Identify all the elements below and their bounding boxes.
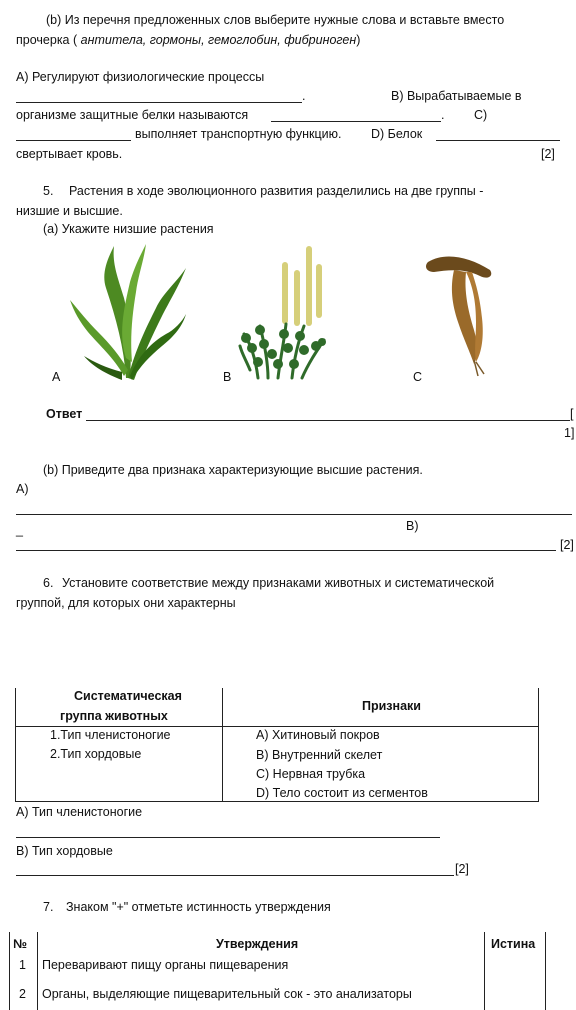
q4b-b-text: В) Вырабатываемые в [391, 89, 522, 103]
q4b-prompt: (b) Из перечня предложенных слов выберите нужные слова и вставьте вместо [46, 13, 505, 27]
brown-algae-image [424, 248, 498, 378]
q6-table-divider [222, 688, 223, 802]
q7-table-divider-2 [484, 932, 485, 1010]
answer-blank-c[interactable] [16, 140, 131, 141]
q4b-b2-text: организме защитные белки называются [16, 108, 249, 122]
q4b-prompt-line2: прочерка ( антитела, гормоны, гемоглобин, фибриноген) [16, 33, 361, 47]
plant-label-c: C [413, 370, 423, 384]
q5b-underscore: _ [16, 523, 23, 537]
q4b-d2-text: свертывает кровь. [16, 147, 123, 161]
q5-text1: Растения в ходе эволюционного развития разделились на две группы - [69, 184, 484, 198]
answer-blank-a[interactable] [16, 102, 302, 103]
answer-label: Ответ [46, 407, 83, 421]
q7-table-divider-1 [37, 932, 38, 1010]
q6-group-2: 2.Тип хордовые [50, 747, 142, 761]
q6-group-1: 1.Тип членистоногие [50, 728, 171, 742]
q5b-ans-a-label: А) [16, 482, 29, 496]
q7-row1-text: Переваривают пищу органы пищеварения [42, 958, 289, 972]
answer-blank-b[interactable] [271, 121, 441, 122]
q6-col1-header-l1: Систематическая [74, 689, 182, 703]
q5-number: 5. [43, 184, 54, 198]
answer-blank-5b-a[interactable] [16, 514, 572, 515]
q5-marks-close: 1] [564, 426, 575, 440]
q5b-marks: [2] [560, 538, 574, 552]
q6-table-border-left2 [15, 726, 16, 802]
q5-text2: низшие и высшие. [16, 204, 123, 218]
q5-part-a: (а) Укажите низшие растения [43, 222, 214, 236]
q7-row2-text: Органы, выделяющие пищеварительный сок - это анализаторы [42, 987, 412, 1001]
q7-row1-truth-cell[interactable] [486, 955, 544, 981]
answer-blank-6b[interactable] [16, 875, 454, 876]
q6-trait-b: В) Внутренний скелет [256, 748, 383, 762]
q4b-a-end: . [302, 89, 306, 103]
q6-marks: [2] [455, 862, 469, 876]
q7-col-truth: Истина [491, 937, 536, 951]
answer-blank-d[interactable] [436, 140, 560, 141]
green-algae-image [66, 238, 192, 384]
q6-ans-a-label: А) Тип членистоногие [16, 805, 143, 819]
q6-table-border-left [15, 688, 16, 726]
word-list: антитела, гормоны, гемоглобин, фибриноген [77, 33, 357, 47]
q6-ans-b-label: В) Тип хордовые [16, 844, 113, 858]
moss-image [238, 242, 330, 382]
q7-table-border-right [545, 932, 546, 1010]
q6-text2: группой, для которых они характерны [16, 596, 236, 610]
q7-row2-truth-cell[interactable] [486, 984, 544, 1010]
q6-text1: Установите соответствие между признаками животных и систематической [62, 576, 495, 590]
plant-label-b: B [223, 370, 232, 384]
q7-table-border-left [9, 932, 10, 1010]
q4b-d-label: D) Белок [371, 127, 423, 141]
q7-col-no: № [13, 937, 27, 951]
q6-col1-header-l2: группа животных [60, 709, 168, 723]
q5b-ans-b-label: В) [406, 519, 419, 533]
plant-label-a: A [52, 370, 61, 384]
q6-trait-d: D) Тело состоит из сегментов [256, 786, 428, 800]
q6-table-header-line [15, 726, 539, 727]
q4b-marks: [2] [541, 147, 555, 161]
answer-blank-6a[interactable] [16, 837, 440, 838]
q6-col2-header: Признаки [362, 699, 421, 713]
q7-col-statements: Утверждения [216, 937, 299, 951]
q7-text: Знаком "+" отметьте истинность утверждения [66, 900, 331, 914]
q7-row1-no: 1 [19, 958, 26, 972]
q4b-a-text: А) Регулируют физиологические процессы [16, 70, 265, 84]
q4b-b2-end: . [441, 108, 445, 122]
q6-trait-c: С) Нервная трубка [256, 767, 366, 781]
answer-blank-5b-b[interactable] [16, 550, 556, 551]
q6-table-bottom [15, 801, 539, 802]
q6-table-border-right [538, 688, 539, 802]
answer-blank-5a[interactable] [86, 420, 570, 421]
q4b-c-label: С) [474, 108, 488, 122]
q5-part-b: (b) Приведите два признака характеризующие высшие растения. [43, 463, 423, 477]
q7-number: 7. [43, 900, 54, 914]
q7-row2-no: 2 [19, 987, 26, 1001]
q4b-c2-text: выполняет транспортную функцию. [135, 127, 342, 141]
q6-trait-a: А) Хитиновый покров [256, 728, 380, 742]
q5-marks-open: [ [570, 407, 574, 421]
q6-number: 6. [43, 576, 54, 590]
